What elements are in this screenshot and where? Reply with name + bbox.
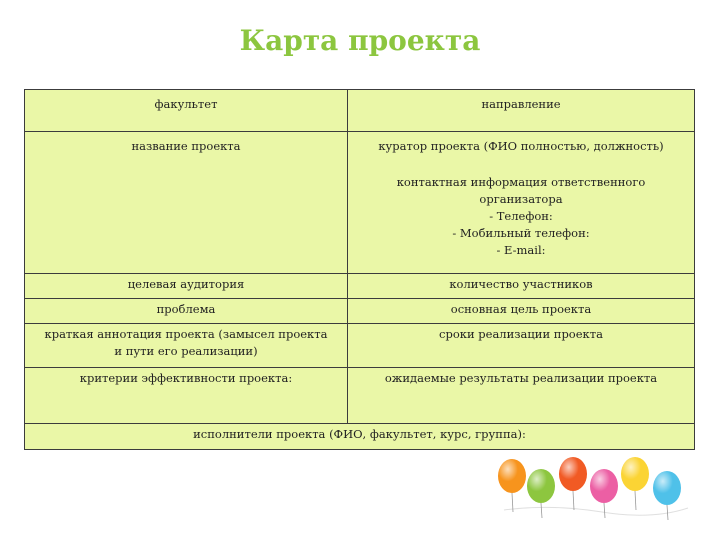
project-name-cell: название проекта — [25, 132, 348, 172]
annotation-cell — [25, 324, 348, 368]
executors-cell: исполнители проекта (ФИО, факультет, курс, группа): — [25, 424, 695, 450]
contact-line: контактная информация ответственного — [396, 174, 646, 189]
balloon-orange-icon — [498, 459, 526, 512]
expected-results-cell: ожидаемые результаты реализации проекта — [348, 368, 695, 424]
contact-phone: - Телефон: — [489, 208, 553, 223]
contact-line: организатора — [479, 191, 563, 206]
criteria-cell: критерии эффективности проекта: — [25, 368, 348, 424]
participants-count-cell: количество участников — [348, 274, 695, 299]
contact-info-cell — [348, 172, 695, 274]
problem-cell: проблема — [25, 299, 348, 324]
empty-cell — [25, 172, 348, 274]
annotation-line: и пути его реализации) — [114, 344, 258, 358]
balloons-decoration — [492, 452, 692, 532]
annotation-line: краткая аннотация проекта (замысел проекта — [44, 327, 328, 341]
project-card-table — [24, 89, 695, 450]
balloon-red-icon — [559, 457, 587, 510]
balloon-yellow-icon — [621, 457, 649, 510]
contact-email: - E-mail: — [496, 242, 546, 257]
contact-mobile: - Мобильный телефон: — [452, 225, 590, 240]
direction-cell: направление — [348, 90, 695, 132]
target-audience-cell: целевая аудитория — [25, 274, 348, 299]
balloon-green-icon — [527, 469, 555, 518]
faculty-cell: факультет — [25, 90, 348, 132]
main-goal-cell: основная цель проекта — [348, 299, 695, 324]
curator-cell: куратор проекта (ФИО полностью, должность) — [348, 132, 695, 172]
timeline-cell: сроки реализации проекта — [348, 324, 695, 368]
page-title: Карта проекта — [239, 24, 481, 57]
